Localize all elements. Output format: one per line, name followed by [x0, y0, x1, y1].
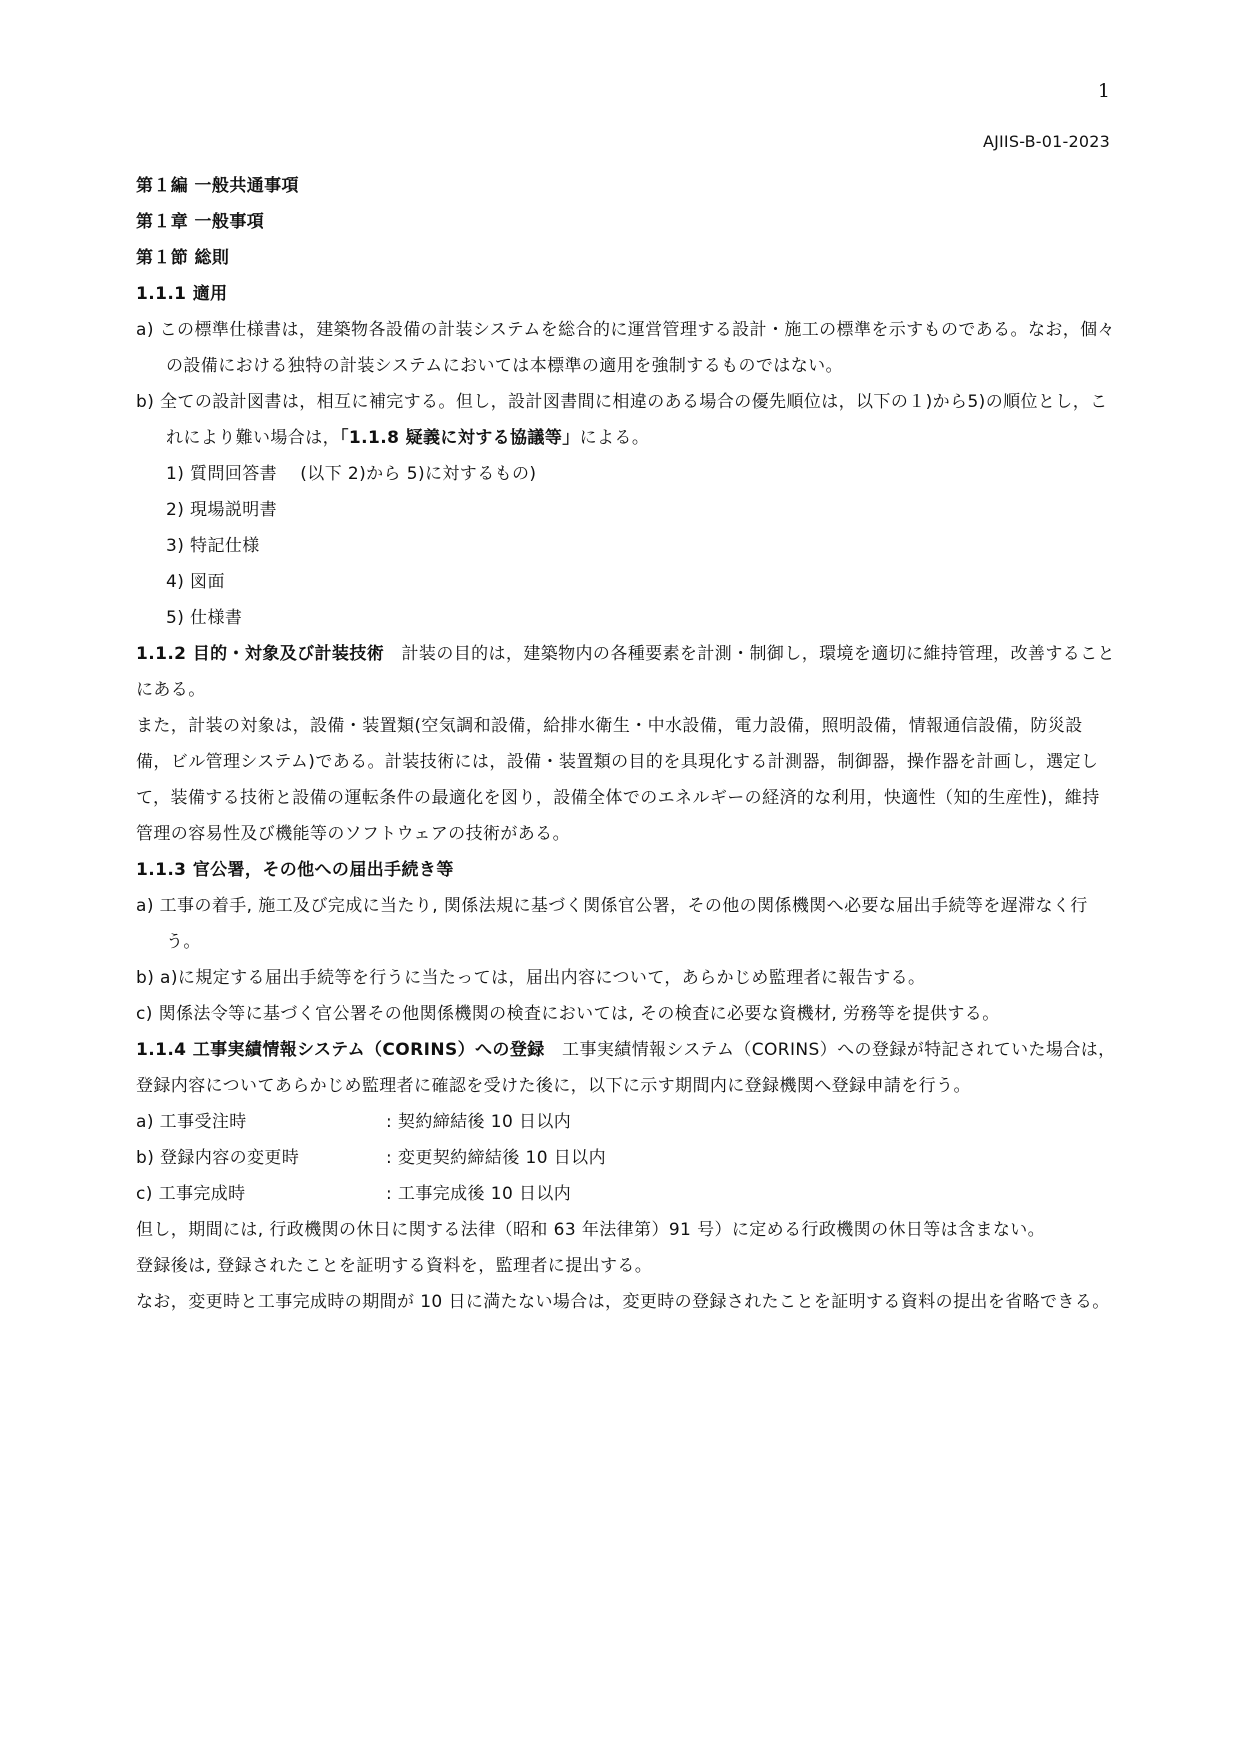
part-heading: 第１編 一般共通事項 [136, 176, 299, 196]
priority-item-1: 1) 質問回答書 (以下 2)から 5)に対するもの) [166, 464, 537, 484]
priority-item-3: 3) 特記仕様 [166, 536, 260, 556]
holiday-note: 但し，期間には, 行政機関の休日に関する法律（昭和 63 年法律第）91 号）に定める行政機関の休日等は含まない。 [136, 1220, 1046, 1240]
schedule-label: c) 工事完成時 [136, 1184, 246, 1204]
schedule-value: : 工事完成後 10 日以内 [386, 1184, 572, 1204]
clause-1-1-4-text: 工事実績情報システム（CORINS）への登録が特記されていた場合は，登録内容についてあらかじめ監理者に確認を受けた後に，以下に示す期間内に登録機関へ登録申請を行う。 [136, 1040, 1116, 1096]
clause-1-1-4-title: 1.1.4 工事実績情報システム（CORINS）への登録 [136, 1040, 545, 1060]
clause-1-1-1-item-b-text: b) 全ての設計図書は，相互に補完する。但し，設計図書間に相違のある場合の優先順位は，以下の１)から5)の順位とし，これにより難い場合は， [136, 392, 1108, 448]
clause-1-1-3-item-a: a) 工事の着手, 施工及び完成に当たり, 関係法規に基づく関係官公署，その他の関係機関へ必要な届出手続等を遅滞なく行う。 [136, 896, 1088, 952]
clause-1-1-2-paragraph: また，計装の対象は，設備・装置類(空気調和設備，給排水衛生・中水設備，電力設備，照明設備，情報通信設備，防災設備，ビル管理システム)である。計装技術には，設備・装置類の目的を具現化する計測器，制御器，操作器を計画し，選定して，装備する技術と設備の運転条件の最適化を図り，設備全体でのエネルギーの経済的な利用，快適性（知的生産性)，維持管理の容易性及び機能等のソフトウェアの技術がある。 [136, 716, 1100, 844]
page-number: 1 [1097, 80, 1110, 102]
priority-item-5: 5) 仕様書 [166, 608, 243, 628]
clause-1-1-1-title: 1.1.1 適用 [136, 284, 228, 304]
schedule-value: : 変更契約締結後 10 日以内 [386, 1148, 606, 1168]
omission-note: なお，変更時と工事完成時の期間が 10 日に満たない場合は，変更時の登録されたことを証明する資料の提出を省略できる。 [136, 1292, 1110, 1312]
clause-1-1-3-title: 1.1.3 官公署，その他への届出手続き等 [136, 860, 454, 880]
schedule-label: a) 工事受注時 [136, 1112, 247, 1132]
clause-1-1-1-item-a: a) この標準仕様書は，建築物各設備の計装システムを総合的に運営管理する設計・施工の標準を示すものである。なお，個々の設備における独特の計装システムにおいては本標準の適用を強制するものではない。 [136, 320, 1115, 376]
priority-item-2: 2) 現場説明書 [166, 500, 278, 520]
document-body [136, 168, 1116, 1320]
clause-1-1-3-item-b: b) a)に規定する届出手続等を行うに当たっては，届出内容について，あらかじめ監理者に報告する。 [136, 968, 926, 988]
priority-item-4: 4) 図面 [166, 572, 225, 592]
chapter-heading: 第１章 一般事項 [136, 212, 265, 232]
section-heading: 第１節 総則 [136, 248, 230, 268]
clause-1-1-4 [136, 1032, 1116, 1104]
schedule-value: : 契約締結後 10 日以内 [386, 1112, 572, 1132]
clause-1-1-3-item-c: c) 関係法令等に基づく官公署その他関係機関の検査においては, その検査に必要な資機材, 労務等を提供する。 [136, 1004, 1000, 1024]
document-code: AJIIS-B-01-2023 [982, 132, 1110, 151]
clause-1-1-1-item-b [136, 384, 1116, 456]
schedule-label: b) 登録内容の変更時 [136, 1148, 300, 1168]
schedule-row [136, 1176, 1116, 1212]
schedule-row [136, 1104, 1116, 1140]
submission-note: 登録後は, 登録されたことを証明する資料を，監理者に提出する。 [136, 1256, 653, 1276]
clause-1-1-2-title: 1.1.2 目的・対象及び計装技術 [136, 644, 385, 664]
clause-1-1-8-reference: 「1.1.8 疑義に対する協議等」 [340, 428, 580, 448]
schedule-row [136, 1140, 1116, 1176]
clause-1-1-1-item-b-end: による。 [579, 428, 650, 448]
clause-1-1-2-text: 計装の目的は，建築物内の各種要素を計測・制御し，環境を適切に維持管理，改善することにある。 [136, 644, 1115, 700]
clause-1-1-2 [136, 636, 1116, 708]
